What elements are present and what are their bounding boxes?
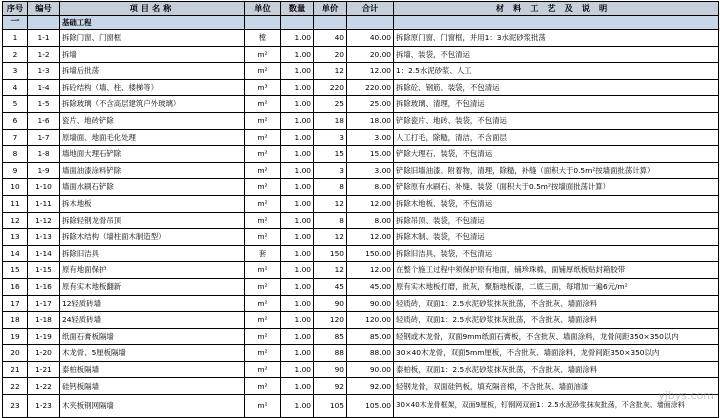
cell-total: 25.00 bbox=[347, 96, 394, 113]
cell-desc: 泰柏板，双面1：2.5水泥砂浆抹灰批荡，不含批灰、墙面涂料 bbox=[394, 361, 719, 378]
cell-desc: 轻质砖，双面1：2.5水泥砂浆抹灰批荡，不含批灰、墙面涂料 bbox=[394, 312, 719, 329]
cell-price: 90 bbox=[314, 361, 347, 378]
cell-unit: m³ bbox=[245, 79, 281, 96]
header-row bbox=[3, 2, 719, 16]
table-row bbox=[3, 112, 719, 129]
cell-unit: m² bbox=[245, 96, 281, 113]
cell-qty: 1.00 bbox=[281, 361, 314, 378]
section-blank bbox=[28, 16, 60, 30]
cell-desc: 在整个施工过程中须保护原有地面，铺珍珠棉，面铺厚纸板贴封箱胶带 bbox=[394, 262, 719, 279]
cell-item: 12轻质砖墙 bbox=[60, 295, 245, 312]
cell-code: 1-10 bbox=[28, 179, 60, 196]
header-item: 项目名称 bbox=[60, 2, 245, 16]
cell-price: 3 bbox=[314, 129, 347, 146]
cell-total: 3.00 bbox=[347, 162, 394, 179]
cell-total: 90.00 bbox=[347, 361, 394, 378]
cell-seq: 11 bbox=[3, 195, 28, 212]
cell-qty: 1.00 bbox=[281, 395, 314, 418]
cell-desc: 拆除砼、钢筋、装袋，不包清运 bbox=[394, 79, 719, 96]
table-row bbox=[3, 345, 719, 362]
cell-seq: 7 bbox=[3, 129, 28, 146]
cell-item: 墙面水刷石铲除 bbox=[60, 179, 245, 196]
cell-total: 12.00 bbox=[347, 229, 394, 246]
cell-desc: 人工打毛，除糙，清洁，不含面层 bbox=[394, 129, 719, 146]
cell-unit: 樘 bbox=[245, 30, 281, 47]
cell-item: 木夹板钢网隔墙 bbox=[60, 395, 245, 418]
table-row bbox=[3, 162, 719, 179]
cell-desc: 铲除旧墙油漆、附着物，清理，除糙，补缝（面积大于0.5m²按墙面批荡计算） bbox=[394, 162, 719, 179]
table-row bbox=[3, 278, 719, 295]
cell-qty: 1.00 bbox=[281, 229, 314, 246]
cell-code: 1-20 bbox=[28, 345, 60, 362]
cell-seq: 17 bbox=[3, 295, 28, 312]
cell-total: 18.00 bbox=[347, 112, 394, 129]
cell-price: 12 bbox=[314, 195, 347, 212]
quotation-table bbox=[2, 1, 719, 418]
cell-item: 硅钙板隔墙 bbox=[60, 378, 245, 395]
cell-code: 1-18 bbox=[28, 312, 60, 329]
cell-unit: m² bbox=[245, 278, 281, 295]
table-row bbox=[3, 30, 719, 47]
cell-code: 1-1 bbox=[28, 30, 60, 47]
cell-total: 12.00 bbox=[347, 195, 394, 212]
cell-code: 1-16 bbox=[28, 278, 60, 295]
table-row bbox=[3, 378, 719, 395]
cell-item: 墙面油漆涂料铲除 bbox=[60, 162, 245, 179]
cell-item: 拆除门窗、门窗框 bbox=[60, 30, 245, 47]
cell-unit: m² bbox=[245, 328, 281, 345]
cell-unit: m² bbox=[245, 63, 281, 80]
table-row bbox=[3, 63, 719, 80]
cell-price: 90 bbox=[314, 295, 347, 312]
header-price: 单价 bbox=[314, 2, 347, 16]
cell-seq: 9 bbox=[3, 162, 28, 179]
table-row bbox=[3, 146, 719, 163]
cell-price: 85 bbox=[314, 328, 347, 345]
cell-desc: 拆除吊顶、装袋，不包清运 bbox=[394, 212, 719, 229]
cell-qty: 1.00 bbox=[281, 195, 314, 212]
cell-desc: 轻钢龙骨，双面硅钙板，填充隔音棉，不含批灰、墙面油漆 bbox=[394, 378, 719, 395]
cell-qty: 1.00 bbox=[281, 345, 314, 362]
cell-code: 1-21 bbox=[28, 361, 60, 378]
cell-code: 1-12 bbox=[28, 212, 60, 229]
cell-price: 105 bbox=[314, 395, 347, 418]
cell-seq: 16 bbox=[3, 278, 28, 295]
cell-item: 拆除旧洁具 bbox=[60, 245, 245, 262]
cell-price: 12 bbox=[314, 63, 347, 80]
cell-seq: 23 bbox=[3, 395, 28, 418]
cell-code: 1-5 bbox=[28, 96, 60, 113]
cell-unit: m² bbox=[245, 212, 281, 229]
cell-qty: 1.00 bbox=[281, 179, 314, 196]
cell-code: 1-22 bbox=[28, 378, 60, 395]
cell-qty: 1.00 bbox=[281, 328, 314, 345]
cell-unit: m² bbox=[245, 312, 281, 329]
cell-price: 220 bbox=[314, 79, 347, 96]
cell-total: 105.00 bbox=[347, 395, 394, 418]
table-row bbox=[3, 195, 719, 212]
cell-qty: 1.00 bbox=[281, 146, 314, 163]
cell-seq: 12 bbox=[3, 212, 28, 229]
cell-desc: 拆墙、装袋，不包清运 bbox=[394, 46, 719, 63]
cell-qty: 1.00 bbox=[281, 378, 314, 395]
cell-price: 18 bbox=[314, 112, 347, 129]
cell-seq: 14 bbox=[3, 245, 28, 262]
cell-item: 原墙面、地面毛化处理 bbox=[60, 129, 245, 146]
cell-code: 1-17 bbox=[28, 295, 60, 312]
cell-price: 8 bbox=[314, 212, 347, 229]
cell-item: 原有实木地板翻新 bbox=[60, 278, 245, 295]
header-code: 编号 bbox=[28, 2, 60, 16]
cell-total: 85.00 bbox=[347, 328, 394, 345]
cell-price: 45 bbox=[314, 278, 347, 295]
table-row bbox=[3, 79, 719, 96]
cell-unit: m² bbox=[245, 378, 281, 395]
section-cell bbox=[347, 16, 394, 30]
cell-unit: 套 bbox=[245, 245, 281, 262]
cell-item: 原有地面保护 bbox=[60, 262, 245, 279]
cell-total: 3.00 bbox=[347, 129, 394, 146]
cell-item: 木龙骨、5厘板隔墙 bbox=[60, 345, 245, 362]
cell-item: 拆木地板 bbox=[60, 195, 245, 212]
cell-desc: 轻质砖，双面1：2.5水泥砂浆抹灰批荡，不含批灰、墙面涂料 bbox=[394, 295, 719, 312]
cell-price: 25 bbox=[314, 96, 347, 113]
cell-code: 1-11 bbox=[28, 195, 60, 212]
cell-unit: m² bbox=[245, 146, 281, 163]
cell-code: 1-2 bbox=[28, 46, 60, 63]
cell-item: 拆除轻钢龙骨吊顶 bbox=[60, 212, 245, 229]
cell-total: 8.00 bbox=[347, 212, 394, 229]
cell-unit: m² bbox=[245, 162, 281, 179]
table-row bbox=[3, 295, 719, 312]
cell-qty: 1.00 bbox=[281, 30, 314, 47]
cell-seq: 8 bbox=[3, 146, 28, 163]
cell-desc: 原有实木地板打磨，批灰，聚脂地板漆，二底三面，每增加一遍6元/m² bbox=[394, 278, 719, 295]
section-cell bbox=[245, 16, 281, 30]
cell-desc: 30×40木龙骨框架，双面9厘板，钉钢网双面1：2.5水泥砂浆抹灰批荡，不含批灰、墙面涂料 bbox=[394, 395, 719, 418]
cell-unit: m² bbox=[245, 112, 281, 129]
cell-price: 8 bbox=[314, 179, 347, 196]
cell-code: 1-3 bbox=[28, 63, 60, 80]
cell-qty: 1.00 bbox=[281, 262, 314, 279]
cell-item: 拆除玻璃（不含高层建筑户外玻璃） bbox=[60, 96, 245, 113]
cell-seq: 1 bbox=[3, 30, 28, 47]
cell-desc: 拆除玻璃、清理，不包清运 bbox=[394, 96, 719, 113]
table-row bbox=[3, 328, 719, 345]
table-row bbox=[3, 129, 719, 146]
cell-unit: m² bbox=[245, 179, 281, 196]
cell-qty: 1.00 bbox=[281, 129, 314, 146]
cell-qty: 1.00 bbox=[281, 312, 314, 329]
cell-qty: 1.00 bbox=[281, 278, 314, 295]
cell-total: 15.00 bbox=[347, 146, 394, 163]
cell-price: 40 bbox=[314, 30, 347, 47]
cell-item: 瓷片、地砖铲除 bbox=[60, 112, 245, 129]
cell-seq: 6 bbox=[3, 112, 28, 129]
cell-unit: m² bbox=[245, 345, 281, 362]
cell-seq: 21 bbox=[3, 361, 28, 378]
cell-code: 1-14 bbox=[28, 245, 60, 262]
cell-unit: m² bbox=[245, 46, 281, 63]
cell-price: 150 bbox=[314, 245, 347, 262]
cell-seq: 22 bbox=[3, 378, 28, 395]
cell-price: 20 bbox=[314, 46, 347, 63]
cell-qty: 1.00 bbox=[281, 112, 314, 129]
cell-price: 120 bbox=[314, 312, 347, 329]
cell-seq: 15 bbox=[3, 262, 28, 279]
table-row bbox=[3, 312, 719, 329]
table-row bbox=[3, 395, 719, 418]
cell-desc: 拆除旧洁具、装袋，不包清运 bbox=[394, 245, 719, 262]
section-number: 一 bbox=[3, 16, 28, 30]
cell-total: 120.00 bbox=[347, 312, 394, 329]
cell-seq: 3 bbox=[3, 63, 28, 80]
cell-seq: 19 bbox=[3, 328, 28, 345]
cell-qty: 1.00 bbox=[281, 295, 314, 312]
cell-unit: m² bbox=[245, 361, 281, 378]
cell-code: 1-23 bbox=[28, 395, 60, 418]
cell-unit: m² bbox=[245, 395, 281, 418]
cell-unit: m² bbox=[245, 229, 281, 246]
cell-code: 1-8 bbox=[28, 146, 60, 163]
cell-price: 15 bbox=[314, 146, 347, 163]
cell-price: 12 bbox=[314, 229, 347, 246]
cell-item: 拆除木结构（墙柱面木制造型） bbox=[60, 229, 245, 246]
table-row bbox=[3, 212, 719, 229]
cell-price: 12 bbox=[314, 262, 347, 279]
watermark: yjbys.com bbox=[658, 389, 714, 402]
table-row bbox=[3, 245, 719, 262]
header-seq: 序号 bbox=[3, 2, 28, 16]
cell-desc: 拆除木地板、装袋，不包清运 bbox=[394, 195, 719, 212]
cell-item: 拆墙后批荡 bbox=[60, 63, 245, 80]
cell-item: 纸面石膏板隔墙 bbox=[60, 328, 245, 345]
cell-total: 92.00 bbox=[347, 378, 394, 395]
cell-item: 拆墙 bbox=[60, 46, 245, 63]
header-unit: 单位 bbox=[245, 2, 281, 16]
cell-item: 24轻质砖墙 bbox=[60, 312, 245, 329]
cell-desc: 拆除木制、装袋，不包清运 bbox=[394, 229, 719, 246]
cell-seq: 20 bbox=[3, 345, 28, 362]
table-row bbox=[3, 46, 719, 63]
header-desc: 材料工艺及说明 bbox=[394, 2, 719, 16]
cell-code: 1-9 bbox=[28, 162, 60, 179]
cell-qty: 1.00 bbox=[281, 245, 314, 262]
table-row bbox=[3, 179, 719, 196]
section-cell bbox=[394, 16, 719, 30]
section-title: 基础工程 bbox=[60, 16, 245, 30]
cell-code: 1-6 bbox=[28, 112, 60, 129]
cell-qty: 1.00 bbox=[281, 96, 314, 113]
cell-desc: 铲除大理石、装袋，不包清运 bbox=[394, 146, 719, 163]
cell-price: 92 bbox=[314, 378, 347, 395]
cell-desc: 拆除原门窗、门窗框，并用1：3水泥砂浆批荡 bbox=[394, 30, 719, 47]
cell-unit: m² bbox=[245, 195, 281, 212]
cell-desc: 轻钢或木龙骨，双面9mm纸面石膏板，不含批灰、墙面涂料，龙骨间距350×350以内 bbox=[394, 328, 719, 345]
table-row bbox=[3, 262, 719, 279]
cell-desc: 铲除瓷片、地砖、装袋，不包清运 bbox=[394, 112, 719, 129]
cell-code: 1-19 bbox=[28, 328, 60, 345]
cell-seq: 18 bbox=[3, 312, 28, 329]
cell-total: 220.00 bbox=[347, 79, 394, 96]
header-qty: 数量 bbox=[281, 2, 314, 16]
cell-qty: 1.00 bbox=[281, 63, 314, 80]
table-row bbox=[3, 96, 719, 113]
cell-total: 150.00 bbox=[347, 245, 394, 262]
cell-item: 泰柏板隔墙 bbox=[60, 361, 245, 378]
cell-unit: m² bbox=[245, 129, 281, 146]
cell-desc: 铲除原有水刷石、补缝、装袋（面积大于0.5m²按墙面批荡计算） bbox=[394, 179, 719, 196]
cell-qty: 1.00 bbox=[281, 212, 314, 229]
cell-code: 1-7 bbox=[28, 129, 60, 146]
cell-item: 拆砼结构（墙、柱、楼梯等） bbox=[60, 79, 245, 96]
cell-desc: 30×40木龙骨，双面5mm厘板，不含批灰、墙面涂料，龙骨间距350×350以内 bbox=[394, 345, 719, 362]
header-total: 合计 bbox=[347, 2, 394, 16]
cell-qty: 1.00 bbox=[281, 162, 314, 179]
cell-total: 40.00 bbox=[347, 30, 394, 47]
cell-total: 90.00 bbox=[347, 295, 394, 312]
cell-seq: 4 bbox=[3, 79, 28, 96]
cell-total: 20.00 bbox=[347, 46, 394, 63]
cell-seq: 13 bbox=[3, 229, 28, 246]
table-row bbox=[3, 361, 719, 378]
cell-unit: m² bbox=[245, 295, 281, 312]
cell-price: 88 bbox=[314, 345, 347, 362]
cell-total: 88.00 bbox=[347, 345, 394, 362]
cell-code: 1-15 bbox=[28, 262, 60, 279]
cell-qty: 1.00 bbox=[281, 79, 314, 96]
section-cell bbox=[281, 16, 314, 30]
table-row bbox=[3, 229, 719, 246]
cell-total: 8.00 bbox=[347, 179, 394, 196]
cell-seq: 2 bbox=[3, 46, 28, 63]
cell-total: 12.00 bbox=[347, 63, 394, 80]
cell-qty: 1.00 bbox=[281, 46, 314, 63]
section-row bbox=[3, 16, 719, 30]
cell-total: 12.00 bbox=[347, 262, 394, 279]
cell-price: 3 bbox=[314, 162, 347, 179]
section-cell bbox=[314, 16, 347, 30]
cell-total: 45.00 bbox=[347, 278, 394, 295]
cell-item: 墙地面大理石铲除 bbox=[60, 146, 245, 163]
cell-code: 1-4 bbox=[28, 79, 60, 96]
cell-code: 1-13 bbox=[28, 229, 60, 246]
cell-seq: 5 bbox=[3, 96, 28, 113]
cell-unit: m² bbox=[245, 262, 281, 279]
cell-desc: 1：2.5水泥砂浆、人工 bbox=[394, 63, 719, 80]
cell-seq: 10 bbox=[3, 179, 28, 196]
